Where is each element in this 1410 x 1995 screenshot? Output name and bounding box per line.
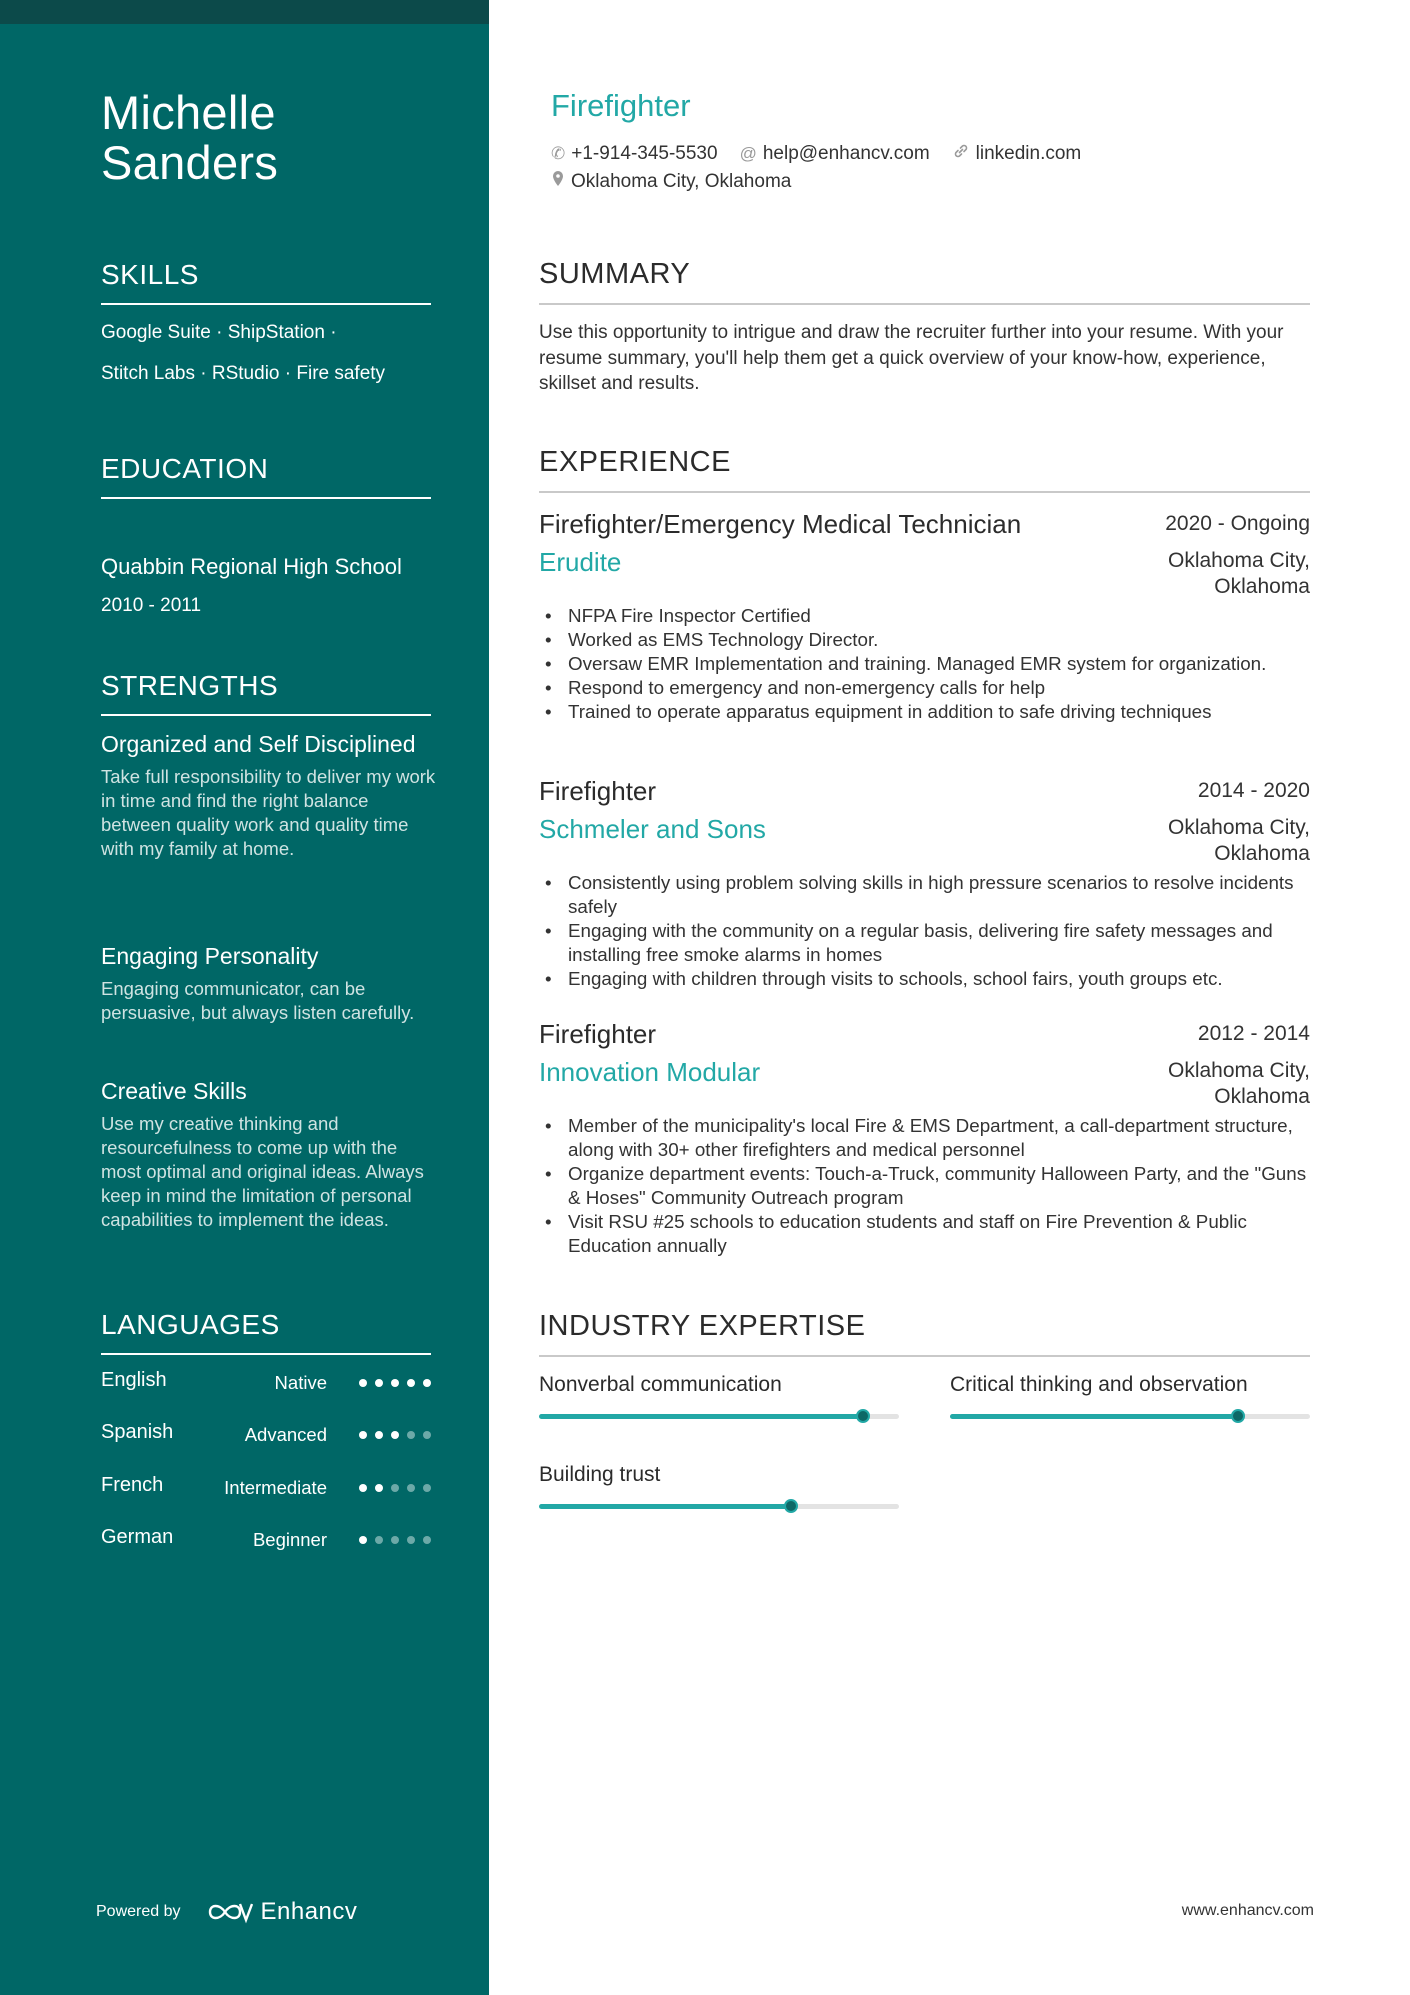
- proficiency-dot-filled: [391, 1431, 399, 1439]
- expertise-bar-fill: [950, 1414, 1238, 1419]
- proficiency-dot-filled: [391, 1379, 399, 1387]
- summary-text: Use this opportunity to intrigue and draw the recruiter further into your resume. With your resume summary, you'll help them get a quick overview of your know-how, experience, skillset and results.: [539, 322, 1284, 394]
- language-proficiency-dots: [359, 1533, 431, 1547]
- experience-location-state: Oklahoma: [1214, 575, 1310, 598]
- education-heading: EDUCATION: [101, 453, 431, 499]
- strength-title: Creative Skills: [101, 1078, 247, 1104]
- experience-bullet: • Engaging with children through visits to schools, school fairs, youth groups etc.: [539, 967, 1310, 991]
- expertise-item: [539, 1462, 899, 1509]
- at-icon: @: [739, 143, 757, 163]
- experience-location-city: Oklahoma City,: [1168, 1059, 1310, 1082]
- language-name: Spanish: [101, 1421, 174, 1443]
- strength-description: Take full responsibility to deliver my work in time and find the right balance between quality work and quality time with my family at home.: [101, 766, 436, 859]
- experience-company: Innovation Modular: [539, 1057, 761, 1087]
- main-content: [539, 0, 1310, 1995]
- experience-dates: 2014 - 2020: [1197, 779, 1310, 802]
- proficiency-dot-filled: [359, 1484, 367, 1492]
- expertise-item: [539, 1372, 899, 1419]
- proficiency-dot-filled: [375, 1431, 383, 1439]
- experience-bullet: • Consistently using problem solving skills in high pressure scenarios to resolve incidents safely: [539, 871, 1310, 919]
- experience-role: Firefighter: [539, 1019, 657, 1049]
- link-icon: [952, 142, 970, 165]
- experience-bullet: • Engaging with the community on a regular basis, delivering fire safety messages and installing free smoke alarms in homes: [539, 919, 1310, 967]
- proficiency-dot-empty: [407, 1431, 415, 1439]
- enhancv-logo-icon: [207, 1900, 253, 1924]
- language-name: English: [101, 1369, 167, 1391]
- education-dates: 2010 - 2011: [101, 595, 202, 616]
- proficiency-dot-filled: [423, 1379, 431, 1387]
- skills-list: [101, 312, 431, 394]
- expertise-bar-track: [950, 1414, 1310, 1419]
- experience-bullet: • Organize department events: Touch-a-Truck, community Halloween Party, and the "Guns & Hoses" Community Outreach program: [539, 1162, 1310, 1210]
- strength-item: [101, 730, 436, 861]
- language-proficiency-dots: [359, 1376, 431, 1390]
- language-row: [101, 1369, 431, 1399]
- experience-company: Erudite: [539, 547, 622, 577]
- experience-company: Schmeler and Sons: [539, 814, 766, 844]
- language-proficiency-dots: [359, 1428, 431, 1442]
- phone-icon: ✆: [551, 143, 566, 163]
- strength-title: Organized and Self Disciplined: [101, 731, 416, 757]
- powered-by: [96, 1898, 357, 1926]
- footer-website-link[interactable]: www.enhancv.com: [1181, 1902, 1314, 1919]
- proficiency-dot-empty: [391, 1536, 399, 1544]
- language-proficiency-dots: [359, 1481, 431, 1495]
- experience-location-city: Oklahoma City,: [1168, 816, 1310, 839]
- language-level: Intermediate: [224, 1477, 327, 1498]
- linkedin-text: linkedin.com: [975, 142, 1082, 164]
- proficiency-dot-filled: [375, 1379, 383, 1387]
- email-text: help@enhancv.com: [762, 142, 930, 164]
- contact-location-row: [551, 170, 813, 193]
- experience-location-state: Oklahoma: [1214, 1085, 1310, 1108]
- expertise-bar-fill: [539, 1504, 791, 1509]
- proficiency-dot-empty: [407, 1536, 415, 1544]
- experience-bullet: • Worked as EMS Technology Director.: [539, 628, 1310, 652]
- contact-phone[interactable]: [551, 143, 718, 165]
- skills-heading: SKILLS: [101, 259, 431, 305]
- experience-bullets: [539, 604, 1310, 724]
- experience-role: Firefighter/Emergency Medical Technician: [539, 509, 1022, 539]
- proficiency-dot-filled: [359, 1379, 367, 1387]
- job-title: Firefighter: [551, 88, 691, 123]
- experience-bullet: • Oversaw EMR Implementation and training. Managed EMR system for organization.: [539, 652, 1310, 676]
- experience-bullets: [539, 871, 1310, 991]
- expertise-bar-knob: [1231, 1409, 1245, 1423]
- sidebar: [0, 0, 489, 1995]
- proficiency-dot-empty: [375, 1536, 383, 1544]
- expertise-label: Nonverbal communication: [539, 1373, 782, 1396]
- strength-description: Use my creative thinking and resourcefulness to come up with the most optimal and original ideas. Always keep in mind the limitation of personal capabilities to implement the ideas.: [101, 1113, 424, 1230]
- proficiency-dot-empty: [391, 1484, 399, 1492]
- language-name: German: [101, 1526, 174, 1548]
- proficiency-dot-filled: [359, 1536, 367, 1544]
- expertise-bar-track: [539, 1504, 899, 1509]
- powered-by-label: Powered by: [96, 1903, 181, 1920]
- experience-location-city: Oklahoma City,: [1168, 549, 1310, 572]
- experience-bullet: • Visit RSU #25 schools to education students and staff on Fire Prevention & Public Education annually: [539, 1210, 1310, 1258]
- expertise-bar-knob: [784, 1499, 798, 1513]
- contact-email[interactable]: [740, 143, 930, 165]
- experience-entry: [539, 1018, 1310, 1258]
- expertise-label: Critical thinking and observation: [950, 1373, 1248, 1396]
- experience-heading: EXPERIENCE: [539, 446, 1310, 493]
- proficiency-dot-filled: [375, 1484, 383, 1492]
- experience-location-state: Oklahoma: [1214, 842, 1310, 865]
- proficiency-dot-empty: [407, 1484, 415, 1492]
- location-pin-icon: [551, 170, 565, 193]
- language-level: Beginner: [252, 1529, 327, 1550]
- candidate-name: [101, 88, 278, 188]
- experience-entry: [539, 508, 1310, 724]
- experience-entry: [539, 775, 1310, 991]
- experience-role: Firefighter: [539, 776, 657, 806]
- contact-location: [551, 170, 791, 193]
- strength-description: Engaging communicator, can be persuasive, but always listen carefully.: [101, 978, 415, 1023]
- strength-item: [101, 1077, 436, 1232]
- last-name: Sanders: [101, 136, 279, 189]
- summary-heading: SUMMARY: [539, 258, 1310, 305]
- proficiency-dot-empty: [423, 1431, 431, 1439]
- language-row: [101, 1474, 431, 1504]
- industry-expertise-heading: INDUSTRY EXPERTISE: [539, 1310, 1310, 1357]
- strengths-heading: STRENGTHS: [101, 670, 431, 716]
- strength-title: Engaging Personality: [101, 943, 319, 969]
- expertise-item: [950, 1372, 1310, 1419]
- language-row: [101, 1526, 431, 1556]
- skills-line: Google Suite · ShipStation ·: [101, 322, 337, 343]
- experience-location: [1168, 815, 1310, 867]
- expertise-label: Building trust: [539, 1463, 661, 1486]
- expertise-bar-fill: [539, 1414, 863, 1419]
- education-school: Quabbin Regional High School: [101, 554, 402, 579]
- language-row: [101, 1421, 431, 1451]
- strength-item: [101, 942, 436, 1025]
- contact-linkedin[interactable]: [952, 142, 1082, 165]
- experience-bullet: • Member of the municipality's local Fire & EMS Department, a call-department structure, along with 30+ other firefighters and medical personnel: [539, 1114, 1310, 1162]
- experience-dates: 2012 - 2014: [1197, 1022, 1310, 1045]
- language-level: Advanced: [244, 1424, 327, 1445]
- proficiency-dot-filled: [359, 1431, 367, 1439]
- contact-row: [551, 142, 1103, 165]
- experience-dates: 2020 - Ongoing: [1165, 512, 1310, 535]
- proficiency-dot-filled: [407, 1379, 415, 1387]
- enhancv-logo[interactable]: [207, 1898, 358, 1926]
- phone-text: +1-914-345-5530: [571, 142, 718, 164]
- experience-bullet: • NFPA Fire Inspector Certified: [539, 604, 1310, 628]
- first-name: Michelle: [101, 86, 276, 139]
- location-text: Oklahoma City, Oklahoma: [571, 170, 792, 192]
- language-name: French: [101, 1474, 164, 1496]
- experience-location: [1168, 1058, 1310, 1110]
- enhancv-logo-text: Enhancv: [260, 1898, 358, 1925]
- languages-heading: LANGUAGES: [101, 1309, 431, 1355]
- proficiency-dot-empty: [423, 1484, 431, 1492]
- skills-line: Stitch Labs · RStudio · Fire safety: [101, 363, 386, 384]
- proficiency-dot-empty: [423, 1536, 431, 1544]
- sidebar-top-bar: [0, 0, 489, 24]
- expertise-bar-track: [539, 1414, 899, 1419]
- experience-location: [1168, 548, 1310, 600]
- expertise-bar-knob: [856, 1409, 870, 1423]
- language-level: Native: [274, 1372, 327, 1393]
- experience-bullets: [539, 1114, 1310, 1258]
- experience-bullet: • Respond to emergency and non-emergency calls for help: [539, 676, 1310, 700]
- experience-bullet: • Trained to operate apparatus equipment in addition to safe driving techniques: [539, 700, 1310, 724]
